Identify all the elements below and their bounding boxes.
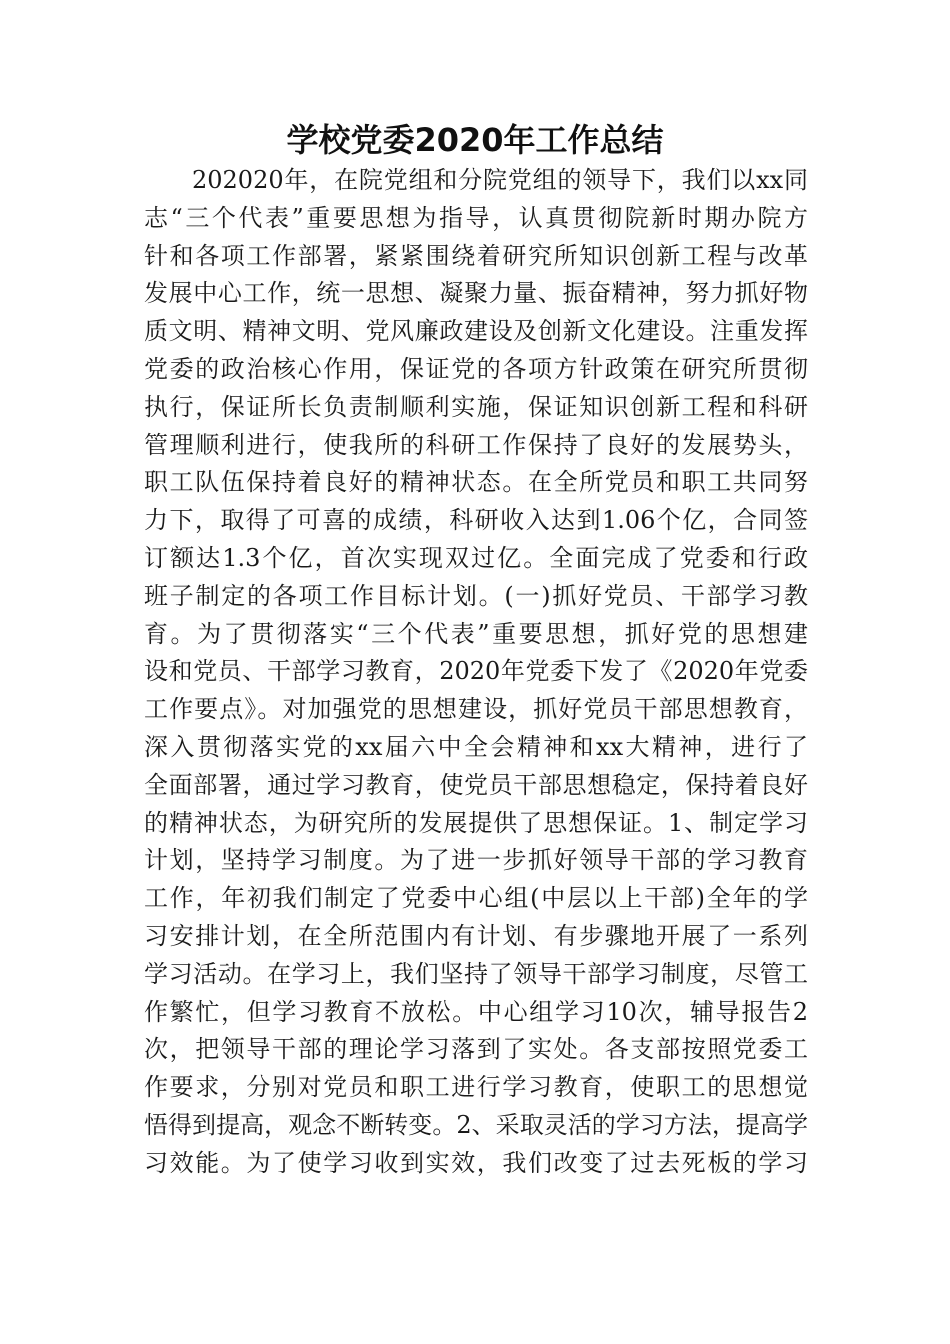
body-line: 学习活动。在学习上，我们坚持了领导干部学习制度，尽管工 xyxy=(144,959,808,988)
body-line: 订额达1.3个亿，首次实现双过亿。全面完成了党委和行政 xyxy=(144,543,808,572)
body-line: 设和党员、干部学习教育，2020年党委下发了《2020年党委 xyxy=(144,657,808,686)
body-line: 管理顺利进行，使我所的科研工作保持了良好的发展势头， xyxy=(144,430,808,459)
body-line: 的精神状态，为研究所的发展提供了思想保证。1、制定学习 xyxy=(144,808,808,837)
body-line: 育。为了贯彻落实“三个代表”重要思想，抓好党的思想建 xyxy=(144,619,808,648)
body-line: 工作要点》。对加强党的思想建设，抓好党员干部思想教育， xyxy=(144,695,808,724)
body-line: 发展中心工作，统一思想、凝聚力量、振奋精神，努力抓好物 xyxy=(144,279,808,308)
body-line: 志“三个代表”重要思想为指导，认真贯彻院新时期办院方 xyxy=(144,203,808,232)
body-line: 习效能。为了使学习收到实效，我们改变了过去死板的学习 xyxy=(144,1148,808,1177)
body-line: 习安排计划，在全所范围内有计划、有步骤地开展了一系列 xyxy=(144,921,808,950)
body-line: 工作，年初我们制定了党委中心组(中层以上干部)全年的学 xyxy=(144,884,808,913)
body-line: 深入贯彻落实党的xx届六中全会精神和xx大精神，进行了 xyxy=(144,732,808,761)
body-line: 执行，保证所长负责制顺利实施，保证知识创新工程和科研 xyxy=(144,392,808,421)
body-line: 次，把领导干部的理论学习落到了实处。各支部按照党委工 xyxy=(144,1035,808,1064)
body-line: 悟得到提高，观念不断转变。2、采取灵活的学习方法，提高学 xyxy=(144,1110,808,1139)
body-line: 班子制定的各项工作目标计划。(一)抓好党员、干部学习教 xyxy=(144,581,808,610)
body-line: 202020年，在院党组和分院党组的领导下，我们以xx同 xyxy=(192,166,808,194)
body-line: 作要求，分别对党员和职工进行学习教育，使职工的思想觉 xyxy=(144,1073,808,1102)
body-line: 针和各项工作部署，紧紧围绕着研究所知识创新工程与改革 xyxy=(144,241,808,270)
body-line: 计划，坚持学习制度。为了进一步抓好领导干部的学习教育 xyxy=(144,846,808,875)
body-line: 力下，取得了可喜的成绩，科研收入达到1.06个亿，合同签 xyxy=(144,506,808,535)
document-body xyxy=(144,162,808,1183)
body-line: 全面部署，通过学习教育，使党员干部思想稳定，保持着良好 xyxy=(144,770,808,799)
body-line: 质文明、精神文明、党风廉政建设及创新文化建设。注重发挥 xyxy=(144,317,808,346)
body-line: 作繁忙，但学习教育不放松。中心组学习10次，辅导报告2 xyxy=(144,997,808,1026)
document-title: 学校党委2020年工作总结 xyxy=(286,121,664,159)
body-line: 职工队伍保持着良好的精神状态。在全所党员和职工共同努 xyxy=(144,468,808,497)
body-line: 党委的政治核心作用，保证党的各项方针政策在研究所贯彻 xyxy=(144,354,808,383)
